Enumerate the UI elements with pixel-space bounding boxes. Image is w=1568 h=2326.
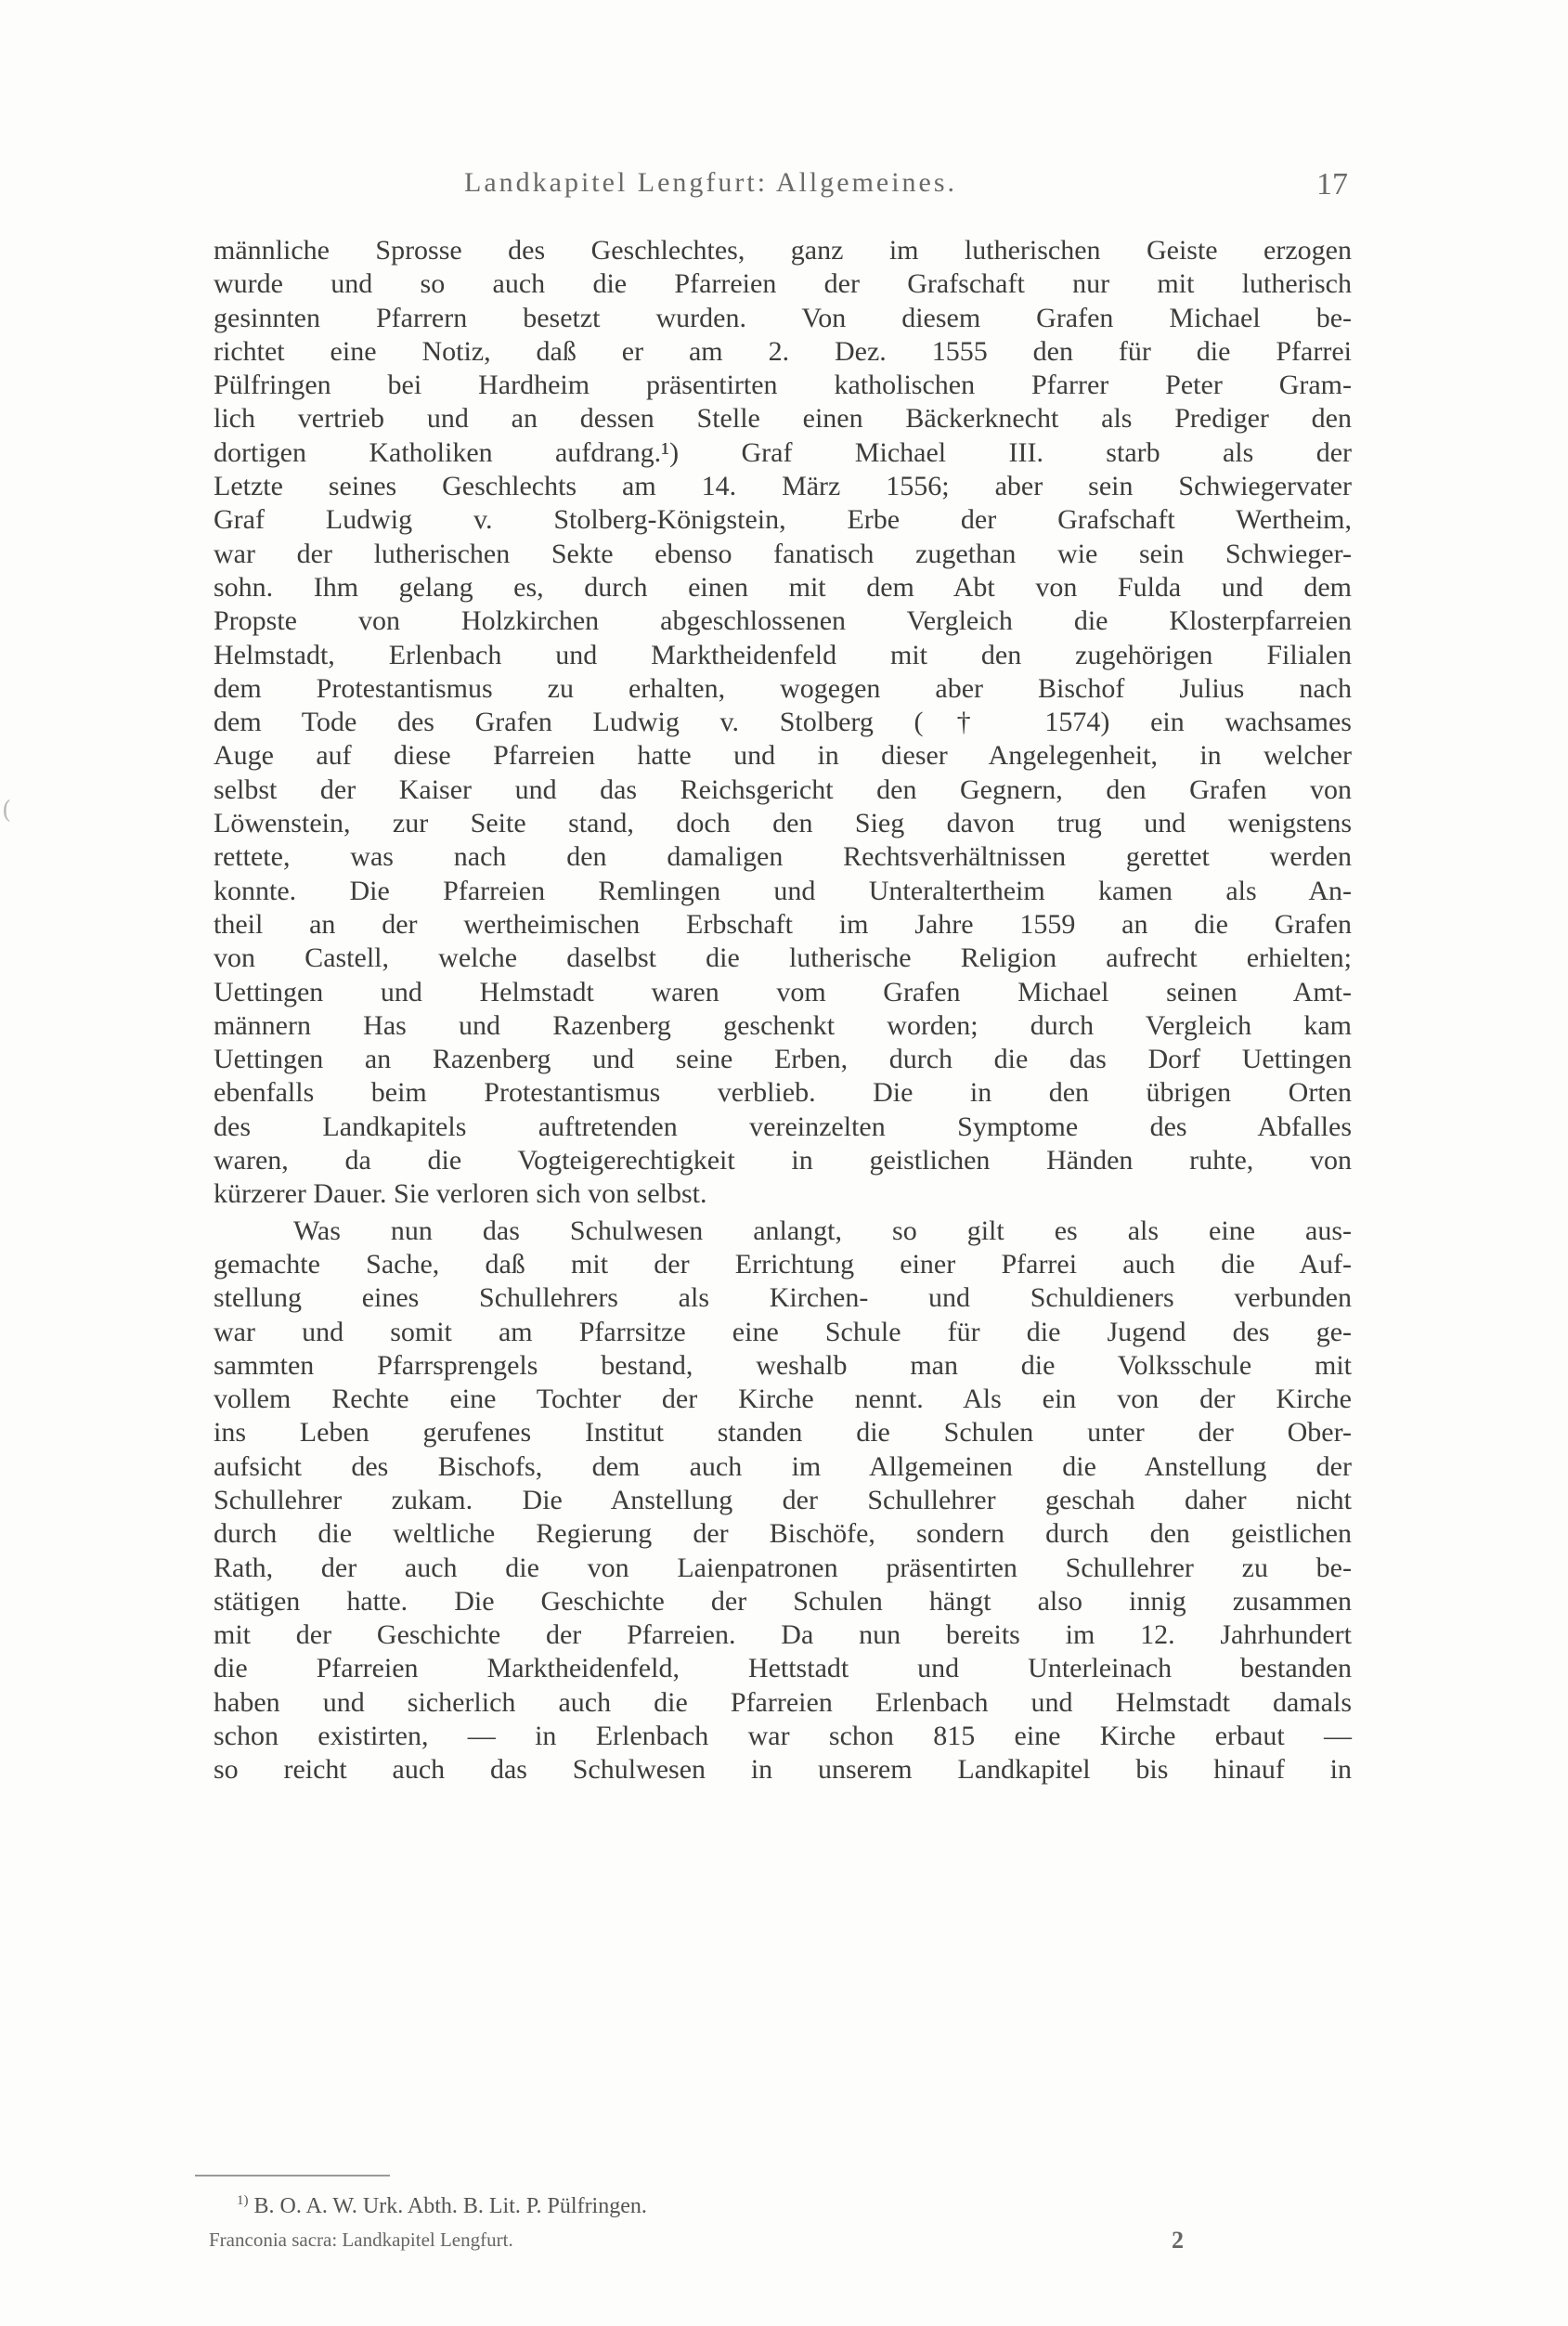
text-line: stellung eines Schullehrers als Kirchen- und Schuldieners verbunden: [214, 1282, 1352, 1314]
signature-title: Franconia sacra: Landkapitel Lengfurt.: [209, 2229, 513, 2251]
text-line: so reicht auch das Schulwesen in unserem Landkapitel bis hinauf in: [214, 1754, 1352, 1786]
footnote: [237, 2193, 647, 2219]
text-line: ebenfalls beim Protestantismus verblieb. Die in den übrigen Orten: [214, 1077, 1352, 1109]
footnote-rule: [195, 2175, 390, 2177]
text-line: des Landkapitels auftretenden vereinzelten Symptome des Abfalles: [214, 1111, 1352, 1142]
text-line: stätigen hatte. Die Geschichte der Schulen hängt also innig zusammen: [214, 1585, 1352, 1617]
text-line: vollem Rechte eine Tochter der Kirche nennt. Als ein von der Kirche: [214, 1384, 1352, 1415]
text-line: dortigen Katholiken aufdrang.¹) Graf Michael III. starb als der: [214, 436, 1352, 468]
text-line: männern Has und Razenberg geschenkt worden; durch Vergleich kam: [214, 1009, 1352, 1041]
text-line: aufsicht des Bischofs, dem auch im Allgemeinen die Anstellung der: [214, 1450, 1352, 1482]
text-line: die Pfarreien Marktheidenfeld, Hettstadt und Unterleinach bestanden: [214, 1653, 1352, 1684]
text-line: richtet eine Notiz, daß er am 2. Dez. 1555 den für die Pfarrei: [214, 335, 1352, 367]
body-text: [214, 234, 1352, 1787]
text-line: dem Protestantismus zu erhalten, wogegen aber Bischof Julius nach: [214, 672, 1352, 704]
text-line: schon existirten, — in Erlenbach war schon 815 eine Kirche erbaut —: [214, 1721, 1352, 1752]
text-line: Rath, der auch die von Laienpatronen präsentirten Schullehrer zu be-: [214, 1552, 1352, 1583]
text-line: gemachte Sache, daß mit der Errichtung einer Pfarrei auch die Auf-: [214, 1248, 1352, 1280]
text-line: Propste von Holzkirchen abgeschlossenen Vergleich die Klosterpfarreien: [214, 605, 1352, 637]
running-head: Landkapitel Lengfurt: Allgemeines.: [464, 167, 958, 198]
text-line: sohn. Ihm gelang es, durch einen mit dem Abt von Fulda und dem: [214, 571, 1352, 603]
text-line: dem Tode des Grafen Ludwig v. Stolberg († 1574) ein wachsames: [214, 707, 1352, 738]
text-line: Uettingen an Razenberg und seine Erben, durch die das Dorf Uettingen: [214, 1044, 1352, 1075]
text-line: Letzte seines Geschlechts am 14. März 1556; aber sein Schwiegervater: [214, 471, 1352, 502]
signature-mark: 2: [1172, 2227, 1184, 2254]
text-line: lich vertrieb und an dessen Stelle einen Bäckerknecht als Prediger den: [214, 403, 1352, 435]
text-line: war und somit am Pfarrsitze eine Schule für die Jugend des ge-: [214, 1316, 1352, 1347]
footnote-text: B. O. A. W. Urk. Abth. B. Lit. P. Pülfringen.: [253, 2194, 647, 2218]
text-line: wurde und so auch die Pfarreien der Grafschaft nur mit lutherisch: [214, 268, 1352, 300]
page-number: 17: [1316, 167, 1348, 201]
text-line: durch die weltliche Regierung der Bischöfe, sondern durch den geistlichen: [214, 1518, 1352, 1550]
text-line-paragraph-end: kürzerer Dauer. Sie verloren sich von selbst.: [214, 1178, 707, 1210]
text-line: mit der Geschichte der Pfarreien. Da nun bereits im 12. Jahrhundert: [214, 1619, 1352, 1651]
footnote-marker: 1): [237, 2193, 249, 2208]
margin-scan-artifact: (: [2, 797, 12, 825]
text-line: Auge auf diese Pfarreien hatte und in dieser Angelegenheit, in welcher: [214, 740, 1352, 772]
text-line: Schullehrer zukam. Die Anstellung der Schullehrer geschah daher nicht: [214, 1484, 1352, 1515]
text-line: waren, da die Vogteigerechtigkeit in geistlichen Händen ruhte, von: [214, 1145, 1352, 1176]
text-line: war der lutherischen Sekte ebenso fanatisch zugethan wie sein Schwieger-: [214, 538, 1352, 569]
text-line: rettete, was nach den damaligen Rechtsverhältnissen gerettet werden: [214, 841, 1352, 873]
text-line: männliche Sprosse des Geschlechtes, ganz im lutherischen Geiste erzogen: [214, 235, 1352, 266]
text-line: von Castell, welche daselbst die lutherische Religion aufrecht erhielten;: [214, 942, 1352, 974]
text-line: haben und sicherlich auch die Pfarreien Erlenbach und Helmstadt damals: [214, 1686, 1352, 1718]
text-line: ins Leben gerufenes Institut standen die Schulen unter der Ober-: [214, 1417, 1352, 1449]
text-line: Graf Ludwig v. Stolberg-Königstein, Erbe der Grafschaft Wertheim,: [214, 504, 1352, 536]
text-line: gesinnten Pfarrern besetzt wurden. Von diesem Grafen Michael be-: [214, 302, 1352, 333]
text-line: selbst der Kaiser und das Reichsgericht den Gegnern, den Grafen von: [214, 773, 1352, 805]
text-line: konnte. Die Pfarreien Remlingen und Unteraltertheim kamen als An-: [214, 875, 1352, 906]
text-line: Helmstadt, Erlenbach und Marktheidenfeld mit den zugehörigen Filialen: [214, 639, 1352, 670]
text-line: Uettingen und Helmstadt waren vom Grafen Michael seinen Amt-: [214, 976, 1352, 1007]
text-line-paragraph-start: Was nun das Schulwesen anlangt, so gilt es als eine aus-: [293, 1215, 1352, 1246]
text-line: Pülfringen bei Hardheim präsentirten katholischen Pfarrer Peter Gram-: [214, 370, 1352, 401]
text-line: Löwenstein, zur Seite stand, doch den Sieg davon trug und wenigstens: [214, 808, 1352, 839]
text-line: theil an der wertheimischen Erbschaft im Jahre 1559 an die Grafen: [214, 908, 1352, 940]
text-line: sammten Pfarrsprengels bestand, weshalb man die Volksschule mit: [214, 1349, 1352, 1381]
